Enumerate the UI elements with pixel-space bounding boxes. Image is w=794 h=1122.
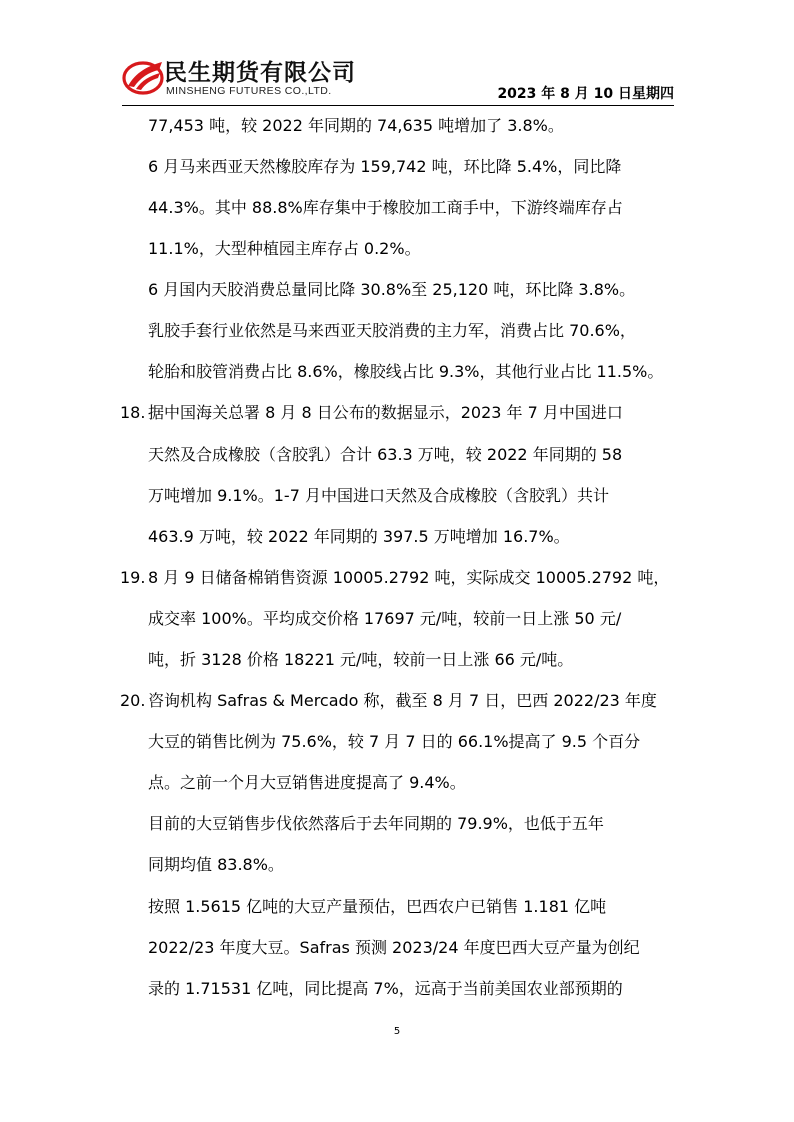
- text-line: 成交率 100%。平均成交价格 17697 元/吨，较前一日上涨 50 元/: [148, 609, 622, 628]
- text-line: 点。之前一个月大豆销售进度提高了 9.4%。: [148, 773, 466, 792]
- item-number: 20.: [120, 691, 146, 710]
- text-line: 77,453 吨，较 2022 年同期的 74,635 吨增加了 3.8%。: [148, 116, 564, 135]
- text-line: 2022/23 年度大豆。Safras 预测 2023/24 年度巴西大豆产量为创纪: [148, 938, 640, 957]
- page-number: 5: [393, 1026, 401, 1037]
- text-line: 463.9 万吨，较 2022 年同期的 397.5 万吨增加 16.7%。: [148, 527, 570, 546]
- text-line: 6 月马来西亚天然橡胶库存为 159,742 吨，环比降 5.4%，同比降: [148, 157, 622, 176]
- text-line: 据中国海关总署 8 月 8 日公布的数据显示，2023 年 7 月中国进口: [148, 403, 623, 422]
- text-line: 按照 1.5615 亿吨的大豆产量预估，巴西农户已销售 1.181 亿吨: [148, 897, 607, 916]
- text-line: 录的 1.71531 亿吨，同比提高 7%，远高于当前美国农业部预期的: [148, 979, 623, 998]
- item-number: 18.: [120, 403, 146, 422]
- item-number: 19.: [120, 568, 146, 587]
- text-line: 8 月 9 日储备棉销售资源 10005.2792 吨，实际成交 10005.2792 吨，: [148, 568, 670, 587]
- text-line: 乳胶手套行业依然是马来西亚天胶消费的主力军，消费占比 70.6%，: [148, 321, 636, 340]
- company-name-cn: 民生期货有限公司: [164, 60, 356, 86]
- header-date: 2023 年 8 月 10 日星期四: [497, 86, 674, 102]
- text-line: 咨询机构 Safras & Mercado 称，截至 8 月 7 日，巴西 2022/23 年度: [148, 691, 657, 710]
- header-divider: [122, 105, 674, 106]
- text-line: 44.3%。其中 88.8%库存集中于橡胶加工商手中，下游终端库存占: [148, 198, 623, 217]
- text-line: 目前的大豆销售步伐依然落后于去年同期的 79.9%，也低于五年: [148, 814, 604, 833]
- text-line: 6 月国内天胶消费总量同比降 30.8%至 25,120 吨，环比降 3.8%。: [148, 280, 636, 299]
- minsheng-logo-icon: [122, 56, 164, 96]
- text-line: 万吨增加 9.1%。1-7 月中国进口天然及合成橡胶（含胶乳）共计: [148, 486, 609, 505]
- text-line: 轮胎和胶管消费占比 8.6%，橡胶线占比 9.3%，其他行业占比 11.5%。: [148, 362, 664, 381]
- company-name-en: MINSHENG FUTURES CO.,LTD.: [166, 85, 332, 97]
- text-line: 天然及合成橡胶（含胶乳）合计 63.3 万吨，较 2022 年同期的 58: [148, 445, 623, 464]
- text-line: 大豆的销售比例为 75.6%，较 7 月 7 日的 66.1%提高了 9.5 个百分: [148, 732, 641, 751]
- text-line: 11.1%，大型种植园主库存占 0.2%。: [148, 239, 421, 258]
- text-line: 吨，折 3128 价格 18221 元/吨，较前一日上涨 66 元/吨。: [148, 650, 574, 669]
- text-line: 同期均值 83.8%。: [148, 855, 284, 874]
- page-header: [122, 54, 674, 106]
